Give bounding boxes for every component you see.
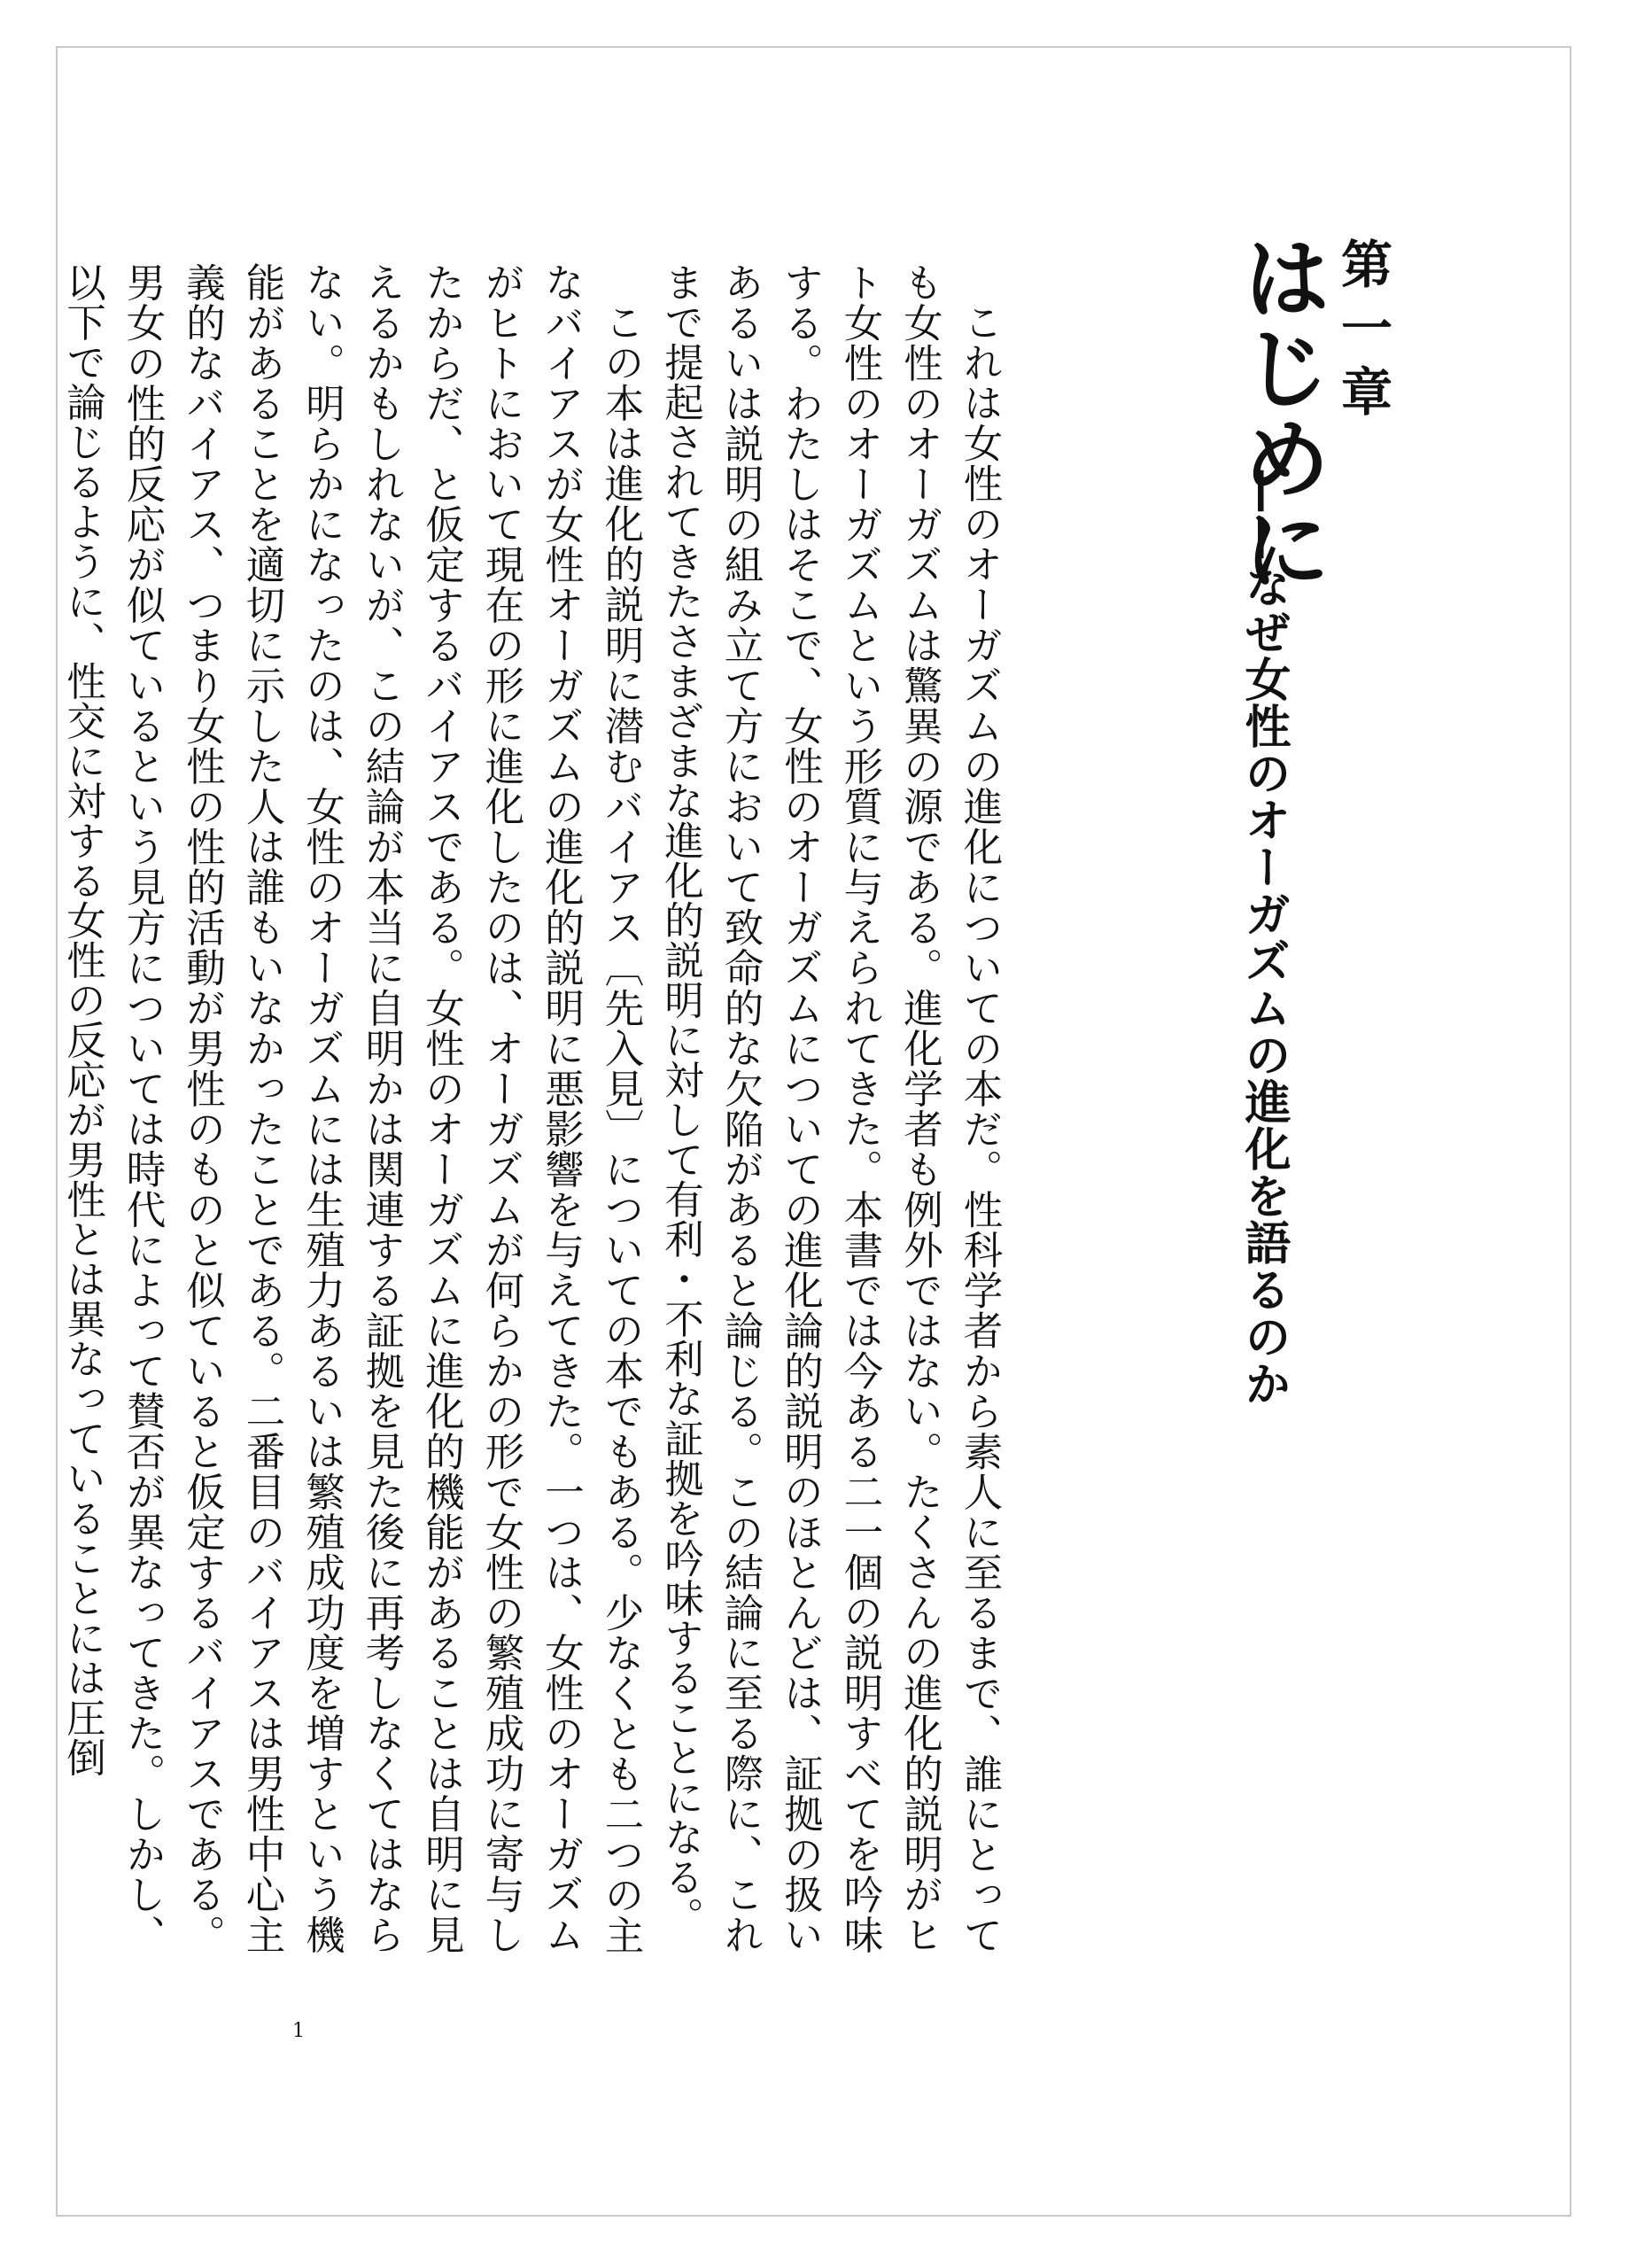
chapter-subtitle: ——なぜ女性のオーガズムの進化を語るのか (1237, 468, 1290, 1407)
page-number: 1 (292, 2020, 305, 2042)
chapter-title: はじめに (1228, 232, 1331, 594)
body-text (59, 262, 1009, 1954)
paragraph: これは女性のオーガズムの進化についての本だ。性科学者から素人に至るまで、誰にとっても女性のオーガズムは驚異の源である。進化学者も例外ではない。たくさんの進化的説明がヒト女性のオーガズムという形質に与えられてきた。本書では今ある二一個の説明すべてを吟味する。わたしはそこで、女性のオーガズムについての進化論的説明のほとんどは、証拠の扱いあるいは説明の組み立て方において致命的な欠陥があると論じる。この結論に至る際に、これまで提起されてきたさまざまな進化的説明に対して有利・不利な証拠を吟味することになる。 (657, 262, 1002, 1954)
chapter-number: 第一章 (1332, 237, 1392, 429)
paragraph: この本は進化的説明に潜むバイアス〔先入見〕についての本でもある。少なくとも二つの主なバイアスが女性オーガズムの進化的説明に悪影響を与えてきた。一つは、女性のオーガズムがヒトにおいて現在の形に進化したのは、オーガズムが何らかの形で女性の繁殖成功に寄与したからだ、と仮定するバイアスである。女性のオーガズムに進化的機能があることは自明に見えるかもしれないが、この結論が本当に自明かは関連する証拠を見た後に再考しなくてはならない。明らかになったのは、女性のオーガズムには生殖力あるいは繁殖成功度を増すという機能があることを適切に示した人は誰もいなかったことである。二番目のバイアスは男性中心主義的なバイアス、つまり女性の性的活動が男性のものと似ていると仮定するバイアスである。男女の性的反応が似ているという見方については時代によって賛否が異なってきた。しかし、以下で論じるように、性交に対する女性の反応が男性とは異なっていることには圧倒 (59, 262, 643, 1954)
